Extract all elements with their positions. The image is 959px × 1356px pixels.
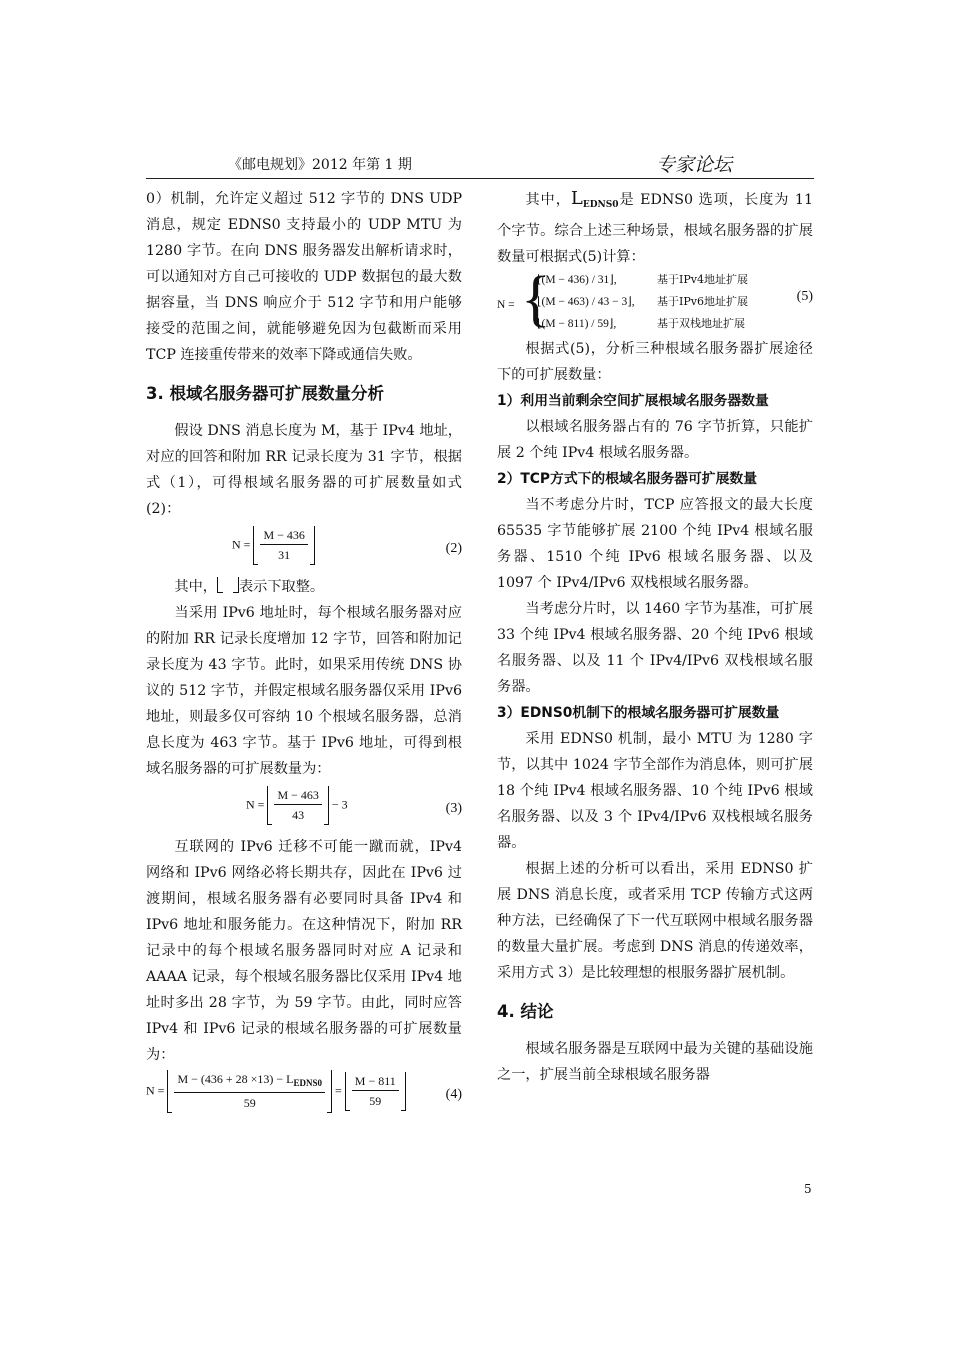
case-row: ⌊(M − 463) / 43 − 3⌋, 基于IPv6地址扩展 (537, 295, 748, 308)
page-number: 5 (804, 1182, 812, 1196)
left-column (146, 186, 462, 1120)
paragraph: 当不考虑分片时，TCP 应答报文的最大长度 65535 字节能够扩展 2100 个纯 IPv4 根域名服务器、1510 个纯 IPv6 根域名服务器、以及 1097 个 IPv4/IPv6 双栈根域名服务器。 (497, 497, 813, 591)
formula-lhs: N = (497, 299, 515, 311)
formula-numerator: M − 811 (352, 1072, 399, 1091)
formula-denominator: 59 (369, 1094, 382, 1108)
formula-denominator: 31 (278, 548, 291, 562)
subsection-title: 2）TCP方式下的根域名服务器可扩展数量 (497, 471, 757, 487)
floor-bracket (253, 526, 314, 565)
journal-header: 《邮电规划》2012 年第 1 期 (228, 157, 412, 173)
paragraph: 根域名服务器是互联网中最为关键的基础设施之一，扩展当前全球根域名服务器 (497, 1041, 813, 1083)
equation-number: (4) (445, 1087, 462, 1102)
formula-denominator: 59 (243, 1096, 256, 1110)
formula-tail: − 3 (331, 797, 348, 812)
case-row: ⌊(M − 436) / 31⌋, 基于IPv4地址扩展 (537, 273, 748, 286)
header-rule (146, 178, 814, 179)
floor-note: 其中， 表示下取整。 (174, 579, 325, 595)
section-4-title: 4. 结论 (497, 1002, 554, 1021)
subsection-title: 3）EDNS0机制下的根域名服务器可扩展数量 (497, 705, 780, 721)
formula-2 (146, 522, 462, 574)
paragraph: 假设 DNS 消息长度为 M，基于 IPv4 地址，对应的回答和附加 RR 记录长度为 31 字节，根据式（1），可得根域名服务器的可扩展数量如式(2)： (146, 423, 462, 517)
paragraph: 以根域名服务器占有的 76 字节折算，只能扩展 2 个纯 IPv4 根域名服务器。 (497, 419, 813, 461)
paragraph: 根据上述的分析可以看出，采用 EDNS0 扩展 DNS 消息长度，或者采用 TCP 传输方式这两种方法，已经确保了下一代互联网中根域名服务器的数量大量扩展。考虑到 DNS 消息的传递效率，采用方式 3）是比较理想的根服务器扩展机制。 (497, 861, 813, 981)
paragraph: 采用 EDNS0 机制，最小 MTU 为 1280 字节，以其中 1024 字节全部作为消息体，则可扩展 18 个纯 IPv4 根域名服务器、10 个纯 IPv6 根域名服务器、以及 3 个 IPv4/IPv6 双栈根域名服务器。 (497, 731, 813, 851)
floor-bracket (267, 786, 328, 825)
paragraph: 当采用 IPv6 地址时，每个根域名服务器对应的附加 RR 记录长度增加 12 字节，回答和附加记录长度为 43 字节。此时，如果采用传统 DNS 协议的 512 字节，并假定根域名服务器仅采用 IPv6 地址，则最多仅可容纳 10 个根域名服务器，总消息长度为 463 字节。基于 IPv6 地址，可得到根域名服务器的可扩展数量为： (146, 605, 462, 777)
floor-bracket (345, 1072, 406, 1111)
paragraph: 根据式(5)，分析三种根域名服务器扩展途径下的可扩展数量： (497, 341, 813, 383)
equals-sign: = (335, 1083, 342, 1098)
subsection-title: 1）利用当前剩余空间扩展根域名服务器数量 (497, 393, 769, 409)
formula-numerator: M − (436 + 28 ×13) − L (177, 1072, 294, 1086)
subscript: EDNS0 (582, 200, 619, 210)
section-3-title: 3. 根域名服务器可扩展数量分析 (146, 384, 384, 403)
equation-number: (5) (796, 289, 813, 304)
formula-numerator: M − 463 (274, 786, 321, 805)
right-column (497, 186, 813, 1088)
paragraph: 其中，$L_{EDNS0}$是 EDNS0 选项，长度为 11 个字节。综合上述三种场景，根域名服务器的扩展数量可根据式(5)计算： (497, 188, 813, 265)
paragraph: 当考虑分片时，以 1460 字节为基准，可扩展 33 个纯 IPv4 根域名服务器、20 个纯 IPv6 根域名服务器、以及 11 个 IPv4/IPv6 双栈根域名服务器。 (497, 601, 813, 695)
formula-numerator: M − 436 (260, 526, 307, 545)
floor-symbol (217, 577, 239, 593)
formula-5 (497, 265, 813, 336)
paragraph: 互联网的 IPv6 迁移不可能一蹴而就，IPv4 网络和 IPv6 网络必将长期共存，因此在 IPv6 过渡期间，根域名服务器有必要同时具备 IPv4 和 IPv6 地址和服务能力。在这种情况下，附加 RR 记录中的每个根域名服务器同时对应 A 记录和 AAAA 记录，每个根域名服务器比仅采用 IPv4 地址时多出 28 字节，为 59 字节。由此，同时应答 IPv4 和 IPv6 记录的根域名服务器的可扩展数量为： (146, 839, 462, 1063)
formula-lhs: N = (232, 537, 251, 552)
floor-bracket (167, 1070, 332, 1113)
formula-lhs: N = (246, 797, 265, 812)
case-row: ⌊(M − 811) / 59⌋, 基于双栈地址扩展 (537, 317, 745, 330)
left-brace: { (521, 265, 551, 333)
equation-number: (3) (445, 801, 462, 816)
formula-4 (146, 1068, 462, 1120)
paragraph: 0）机制，允许定义超过 512 字节的 DNS UDP 消息，规定 EDNS0 支持最小的 UDP MTU 为 1280 字节。在向 DNS 服务器发出解析请求时，可以通知对方自己可接收的 UDP 数据包的最大数据容量，当 DNS 响应介于 512 字节和用户能够接受的范围之间，就能够避免因为包截断而采用 TCP 连接重传带来的效率下降或通信失败。 (146, 191, 462, 363)
column-header: 专家论坛 (656, 154, 733, 176)
equation-number: (2) (445, 541, 462, 556)
symbol-l: L (570, 188, 583, 209)
formula-lhs: N = (146, 1083, 165, 1098)
formula-denominator: 43 (292, 808, 305, 822)
subscript: EDNS0 (293, 1078, 323, 1088)
formula-3 (146, 782, 462, 834)
